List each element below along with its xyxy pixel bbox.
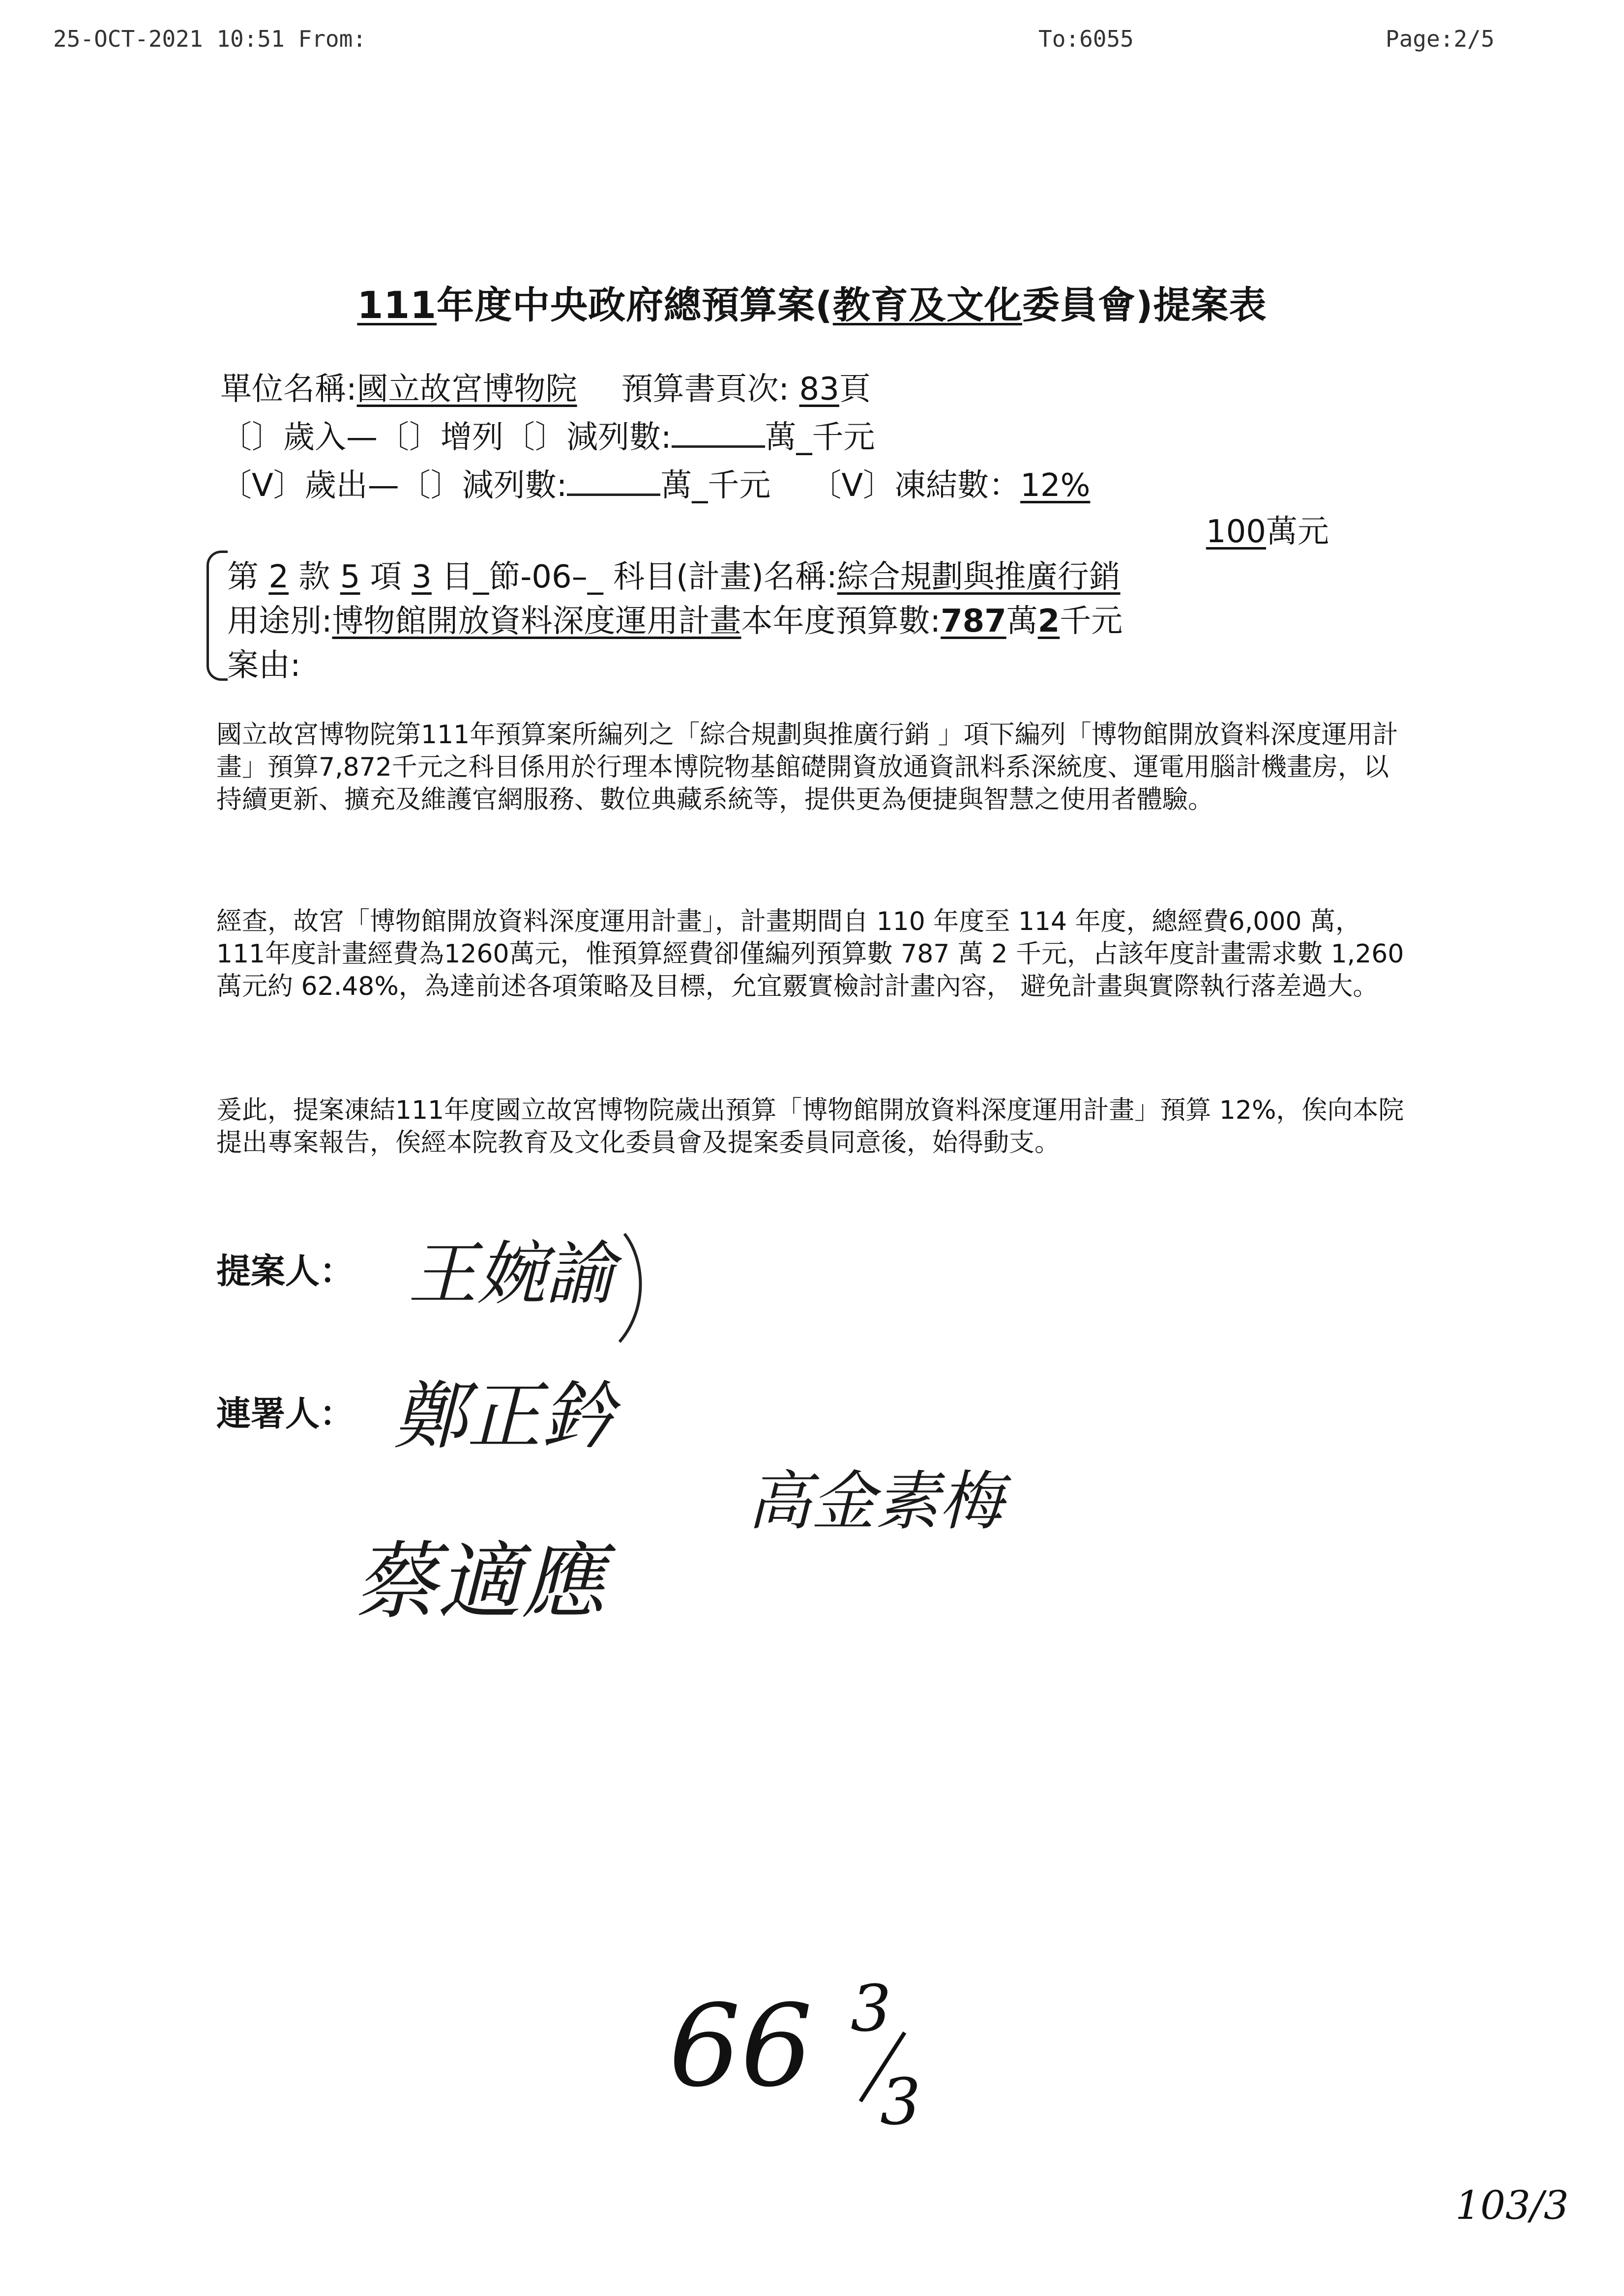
title-mid: 年度中央政府總預算案( bbox=[437, 283, 833, 327]
budget-qian: 2 bbox=[1037, 603, 1060, 639]
freeze-percent: 12% bbox=[1020, 467, 1091, 504]
amount-note bbox=[1206, 506, 1329, 552]
fax-header-page: Page:2/5 bbox=[1386, 26, 1495, 52]
use-label: 用途別: bbox=[227, 603, 332, 639]
handwritten-page-number: 66 bbox=[669, 1981, 813, 2112]
bracket-decoration bbox=[207, 551, 228, 681]
budget-qian-unit: 千元 bbox=[1060, 603, 1123, 639]
item-xiang-label: 項 bbox=[370, 559, 402, 595]
amount-value: 100 bbox=[1206, 514, 1266, 550]
document-title bbox=[0, 275, 1624, 329]
paragraph-3: 爰此，提案凍結111年度國立故宮博物院歲出預算「博物館開放資料深度運用計畫」預算 12%，俟向本院提出專案報告，俟經本院教育及文化委員會及提案委員同意後，始得動支。 bbox=[216, 1096, 1404, 1158]
use-line bbox=[227, 596, 1122, 641]
revenue-label: 〔〕歲入—〔〕增列〔〕減列數: bbox=[220, 419, 672, 456]
page-label: 預算書頁次: bbox=[621, 371, 790, 407]
revenue-blank bbox=[672, 420, 765, 448]
expense-blank bbox=[567, 468, 660, 496]
cosigner-signature-1: 鄭正鈐 bbox=[393, 1374, 615, 1459]
paragraph-1: 國立故宮博物院第111年預算案所編列之「綜合規劃與推廣行銷 」項下編列「博物館開放資料深度運用計畫」預算7,872千元之科目係用於行理本博院物基館礎開資放通資訊料系深統度、運電用腦計機畫房，以持續更新、擴充及維護官網服務、數位典藏系統等，提供更為便捷與智慧之使用者體驗。 bbox=[216, 720, 1398, 814]
expense-unit: 萬_千元 bbox=[660, 467, 771, 504]
revenue-unit: 萬_千元 bbox=[765, 419, 875, 456]
item-subject-name: 綜合規劃與推廣行銷 bbox=[837, 559, 1121, 595]
unit-line bbox=[220, 364, 871, 409]
handwritten-fraction-den: 3 bbox=[880, 2064, 921, 2139]
revenue-line bbox=[220, 412, 875, 457]
proposer-signature: 王婉諭 bbox=[408, 1234, 615, 1314]
fax-header-to: To:6055 bbox=[1038, 26, 1134, 52]
fax-header-left: 25-OCT-2021 10:51 From: bbox=[53, 26, 366, 52]
item-xiang: 5 bbox=[340, 559, 360, 595]
item-subject-label: 目_節-06–_ 科目(計畫)名稱: bbox=[442, 559, 837, 595]
item-prefix: 第 bbox=[227, 559, 259, 595]
budget-wan-unit: 萬 bbox=[1006, 603, 1038, 639]
expense-line bbox=[220, 460, 1090, 505]
corner-page-mark: 103/3 bbox=[1455, 2182, 1569, 2228]
proposer-label: 提案人： bbox=[216, 1251, 354, 1291]
unit-label: 單位名稱: bbox=[220, 371, 357, 407]
budget-label: 本年度預算數: bbox=[741, 603, 941, 639]
title-year: 111 bbox=[357, 283, 437, 327]
item-mu: 3 bbox=[412, 559, 432, 595]
unit-name: 國立故宮博物院 bbox=[356, 371, 577, 407]
page-number: 83 bbox=[799, 371, 839, 407]
freeze-label: 〔V〕凍結數： bbox=[810, 467, 1021, 504]
paragraph-2: 經查，故宮「博物館開放資料深度運用計畫」，計畫期間自 110 年度至 114 年度，總經費6,000 萬，111年度計畫經費為1260萬元，惟預算經費卻僅編列預算數 787 萬 2 千元，占該年度計畫需求數 1,260 萬元約 62.48%，為達前述各項策略及目標，允宜覈實檢討計畫內容， 避免計畫與實際執行落差過大。 bbox=[216, 907, 1404, 1001]
cosigner-signature-2: 高金素梅 bbox=[747, 1464, 1004, 1539]
budget-wan: 787 bbox=[941, 603, 1006, 639]
handwritten-fraction-num: 3 bbox=[851, 1971, 891, 2046]
amount-unit: 萬元 bbox=[1266, 514, 1329, 550]
reason-label: 案由: bbox=[227, 647, 301, 684]
cosigner-label: 連署人： bbox=[216, 1394, 354, 1434]
title-end: 委員會)提案表 bbox=[1022, 283, 1267, 327]
signature-stroke bbox=[615, 1229, 659, 1347]
page-unit: 頁 bbox=[839, 371, 871, 407]
item-kuan: 2 bbox=[268, 559, 289, 595]
expense-label: 〔V〕歲出—〔〕減列數: bbox=[220, 467, 567, 504]
item-kuan-label: 款 bbox=[298, 559, 330, 595]
title-committee: 教育及文化 bbox=[832, 283, 1022, 327]
cosigner-signature-3: 蔡適應 bbox=[354, 1533, 605, 1630]
item-line bbox=[227, 552, 1121, 597]
use-value: 博物館開放資料深度運用計畫 bbox=[332, 603, 741, 639]
